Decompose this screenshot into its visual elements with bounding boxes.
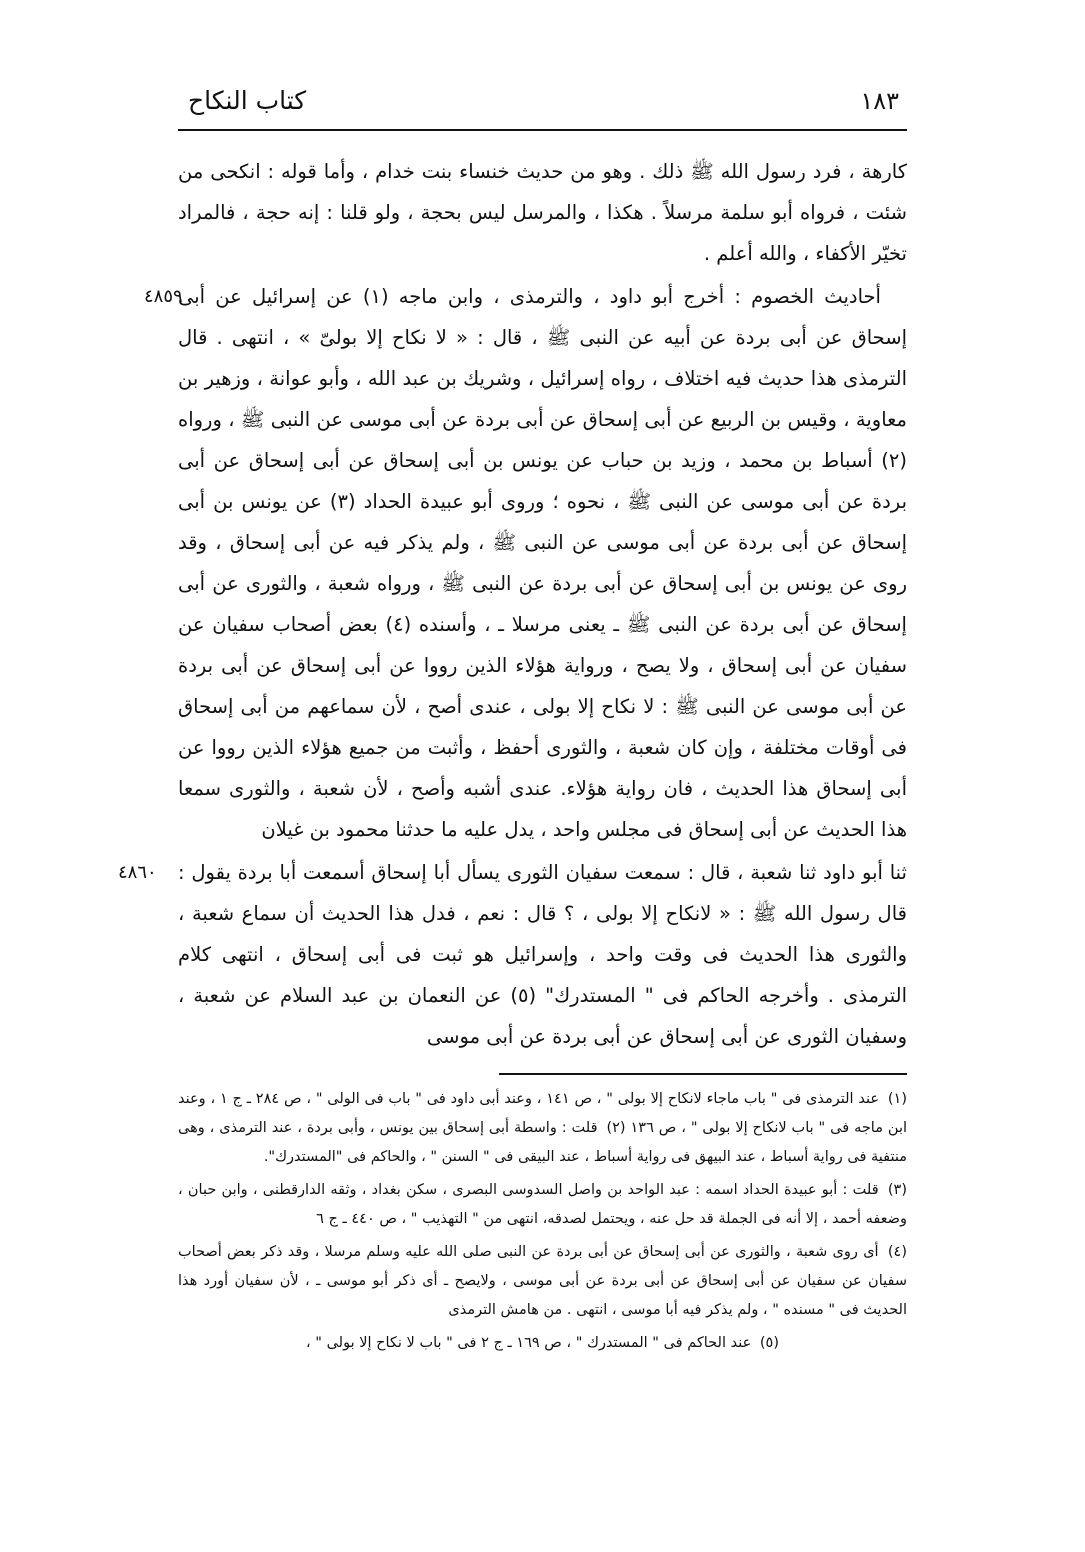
paragraph-3 [118, 852, 907, 1057]
paragraph-1 [178, 151, 907, 274]
footnote-number: (٤) [887, 1244, 907, 1260]
footnote-text: عند الحاكم فى " المستدرك " ، ص ١٦٩ ـ ج ٢ فى " باب لا نكاح إلا بولى " ، [306, 1335, 752, 1351]
header-divider [178, 129, 907, 131]
paragraph-text: كارهة ، فرد رسول الله ﷺ ذلك . وهو من حديث خنساء بنت خدام ، وأما قوله : انكحى من شئت ، فرواه أبو سلمة مرسلاً . هكذا ، والمرسل ليس بحجة ، ولو قلنا : إنه حجة ، فالمراد تخيّر الأكفاء ، والله أعلم . [178, 160, 907, 265]
footnote-text: قلت : واسطة أبى إسحاق بين يونس ، وأبى بردة ، عند الترمذى ، وهى منتفية فى رواية أسباط ، عند البيهق فى رواية أسباط ، عند البيقى فى " السنن " ، والحاكم فى "المستدرك". [178, 1120, 907, 1165]
page-number: ١٨٣ [860, 87, 899, 115]
footnote-text: عند الترمذى فى " باب ماجاء لانكاح إلا بولى " ، ص ١٤١ ، وعند أبى داود فى " باب فى الولى " ، ص ٢٨٤ ـ ج ١ ، وعند ابن ماجه فى " باب لانكاح إلا بولى " ، ص ١٣٦ [178, 1091, 908, 1136]
footnote-number-inline: (٢) [606, 1120, 626, 1136]
paragraph-text: أحاديث الخصوم : أخرج أبو داود ، والترمذى ، وابن ماجه (١) عن إسرائيل عن أبى إسحاق عن أبى بردة عن أبيه عن النبى ﷺ ، قال : « لا نكاح إلا بولىّ » ، انتهى . قال الترمذى هذا حديث فيه اختلاف ، رواه إسرائيل ، وشريك بن عبد الله ، وأبو عوانة ، وزهير بن معاوية ، وقيس بن الربيع عن أبى إسحاق عن أبى بردة عن أبى موسى عن النبى ﷺ ، ورواه (٢) أسباط بن محمد ، وزيد بن حباب عن يونس بن أبى إسحاق عن أبى إسحاق عن أبى بردة عن أبى موسى عن النبى ﷺ ، نحوه ؛ وروى أبو عبيدة الحداد (٣) عن يونس بن أبى إسحاق عن أبى بردة عن أبى موسى عن النبى ﷺ ، ولم يذكر فيه عن أبى إسحاق ، وقد روى عن يونس بن أبى إسحاق عن أبى بردة عن النبى ﷺ ، ورواه شعبة ، والثورى عن أبى إسحاق عن أبى بردة عن النبى ﷺ ـ يعنى مرسلا ـ ، وأسنده (٤) بعض أصحاب سفيان عن سفيان عن أبى إسحاق ، ولا يصح ، ورواية هؤلاء الذين رووا عن أبى إسحاق عن أبى بردة عن أبى موسى عن النبى ﷺ : لا نكاح إلا بولى ، عندى أصح ، لأن سماعهم من أبى إسحاق فى أوقات مختلفة ، وإن كان شعبة ، والثورى أحفظ ، وأثبت من جميع هؤلاء الذين رووا عن أبى إسحاق هذا الحديث ، فان رواية هؤلاء. عندى أشبه وأصح ، لأن شعبة ، والثورى سمعا هذا الحديث عن أبى إسحاق فى مجلس واحد ، يدل عليه ما حدثنا محمود بن غيلان [178, 285, 907, 841]
page-header [178, 86, 907, 115]
book-title: كتاب النكاح [188, 86, 307, 115]
footnote-number: (٣) [887, 1182, 908, 1198]
paragraph-2 [144, 276, 907, 850]
footnote-text: أى روى شعبة ، والثورى عن أبى إسحاق عن أبى بردة عن النبى صلى الله عليه وسلم مرسلا ، وقد ذكر بعض أصحاب سفيان عن سفيان عن أبى إسحاق عن أبى بردة عن أبى موسى ، ولايصح ـ أى ذكر أبو موسى ـ ، لأن سفيان أورد هذا الحديث فى " مسنده " ، ولم يذكر فيه أبا موسى ، انتهى . من هامش الترمذى [178, 1244, 907, 1318]
footnote-5 [178, 1329, 907, 1358]
footnote-3 [178, 1176, 907, 1234]
hadith-number: ٤٨٥٩ [144, 286, 183, 307]
footnote-number: (١) [887, 1091, 907, 1107]
footnote-divider [499, 1073, 907, 1075]
footnote-text: قلت : أبو عبيدة الحداد اسمه : عبد الواحد بن واصل السدوسى البصرى ، سكن بغداد ، وثقه الدارقطنى ، وابن حبان ، وضعفه أحمد ، إلا أنه فى الجملة قد حل عنه ، ويحتمل لصدقه، انتهى من " التهذيب " ، ص ٤٤٠ ـ ج ٦ [178, 1182, 907, 1227]
footnote-number: (٥) [759, 1335, 779, 1351]
paragraph-text: ثنا أبو داود ثنا شعبة ، قال : سمعت سفيان الثورى يسأل أبا إسحاق أسمعت أبا بردة يقول : قال رسول الله ﷺ : « لانكاح إلا بولى ، ؟ قال : نعم ، فدل هذا الحديث أن سماع شعبة ، والثورى هذا الحديث فى وقت واحد ، وإسرائيل هو ثبت فى أبى إسحاق ، انتهى كلام الترمذى . وأخرجه الحاكم فى " المستدرك" (٥) عن النعمان بن عبد السلام عن شعبة ، وسفيان الثورى عن أبى إسحاق عن أبى بردة عن أبى موسى [178, 861, 907, 1048]
body-text [118, 151, 907, 1057]
footnotes-section [178, 1085, 907, 1358]
hadith-number: ٤٨٦٠ [118, 862, 157, 883]
footnote-4 [178, 1238, 907, 1325]
page-content [118, 86, 908, 1512]
footnote-1 [178, 1085, 907, 1172]
